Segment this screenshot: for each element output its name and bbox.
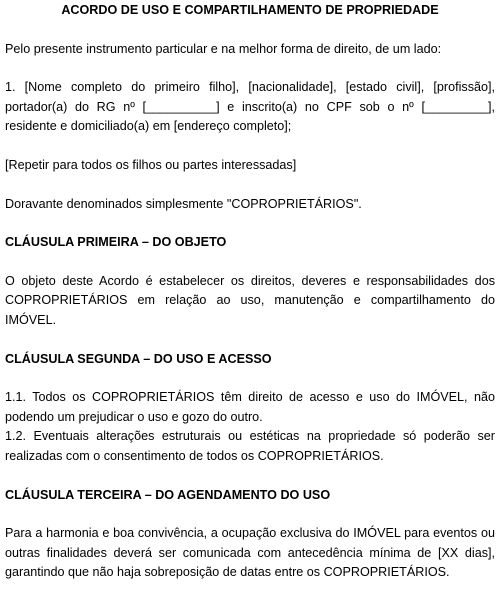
intro-paragraph: Pelo presente instrumento particular e na melhor forma de direito, de um lado:	[5, 41, 442, 56]
clause-3-text: Para a harmonia e boa convivência, a ocupação exclusiva do IMÓVEL para eventos ou outras finalidades deverá ser comunicada com antecedência mínima de [XX dias], garantindo que não haja sobreposição de datas entre os COPROPRIETÁRIOS.	[5, 526, 495, 580]
designation-paragraph: Doravante denominados simplesmente "COPROPRIETÁRIOS".	[5, 196, 362, 211]
repeat-note: [Repetir para todos os filhos ou partes interessadas]	[5, 157, 297, 172]
clause-1-heading: CLÁUSULA PRIMEIRA – DO OBJETO	[5, 235, 227, 250]
clause-3-heading: CLÁUSULA TERCEIRA – DO AGENDAMENTO DO USO	[5, 487, 331, 502]
party-1-paragraph: 1. [Nome completo do primeiro filho], [nacionalidade], [estado civil], [profissão], portador(a) do RG nº [__________] e inscrito(a) no CPF sob o nº [_________], residente e domiciliado(a) em [endereço completo];	[5, 80, 495, 134]
clause-2-heading: CLÁUSULA SEGUNDA – DO USO E ACESSO	[5, 351, 272, 366]
clause-1-text: O objeto deste Acordo é estabelecer os direitos, deveres e responsabilidades dos COPROPRIETÁRIOS em relação ao uso, manutenção e compartilhamento do IMÓVEL.	[5, 273, 495, 327]
document-title: ACORDO DE USO E COMPARTILHAMENTO DE PROPRIEDADE	[61, 3, 439, 17]
clause-2-item-2: 1.2. Eventuais alterações estruturais ou estéticas na propriedade só poderão ser realizadas com o consentimento de todos os COPROPRIETÁRIOS.	[5, 429, 495, 463]
clause-2-item-1: 1.1. Todos os COPROPRIETÁRIOS têm direito de acesso e uso do IMÓVEL, não podendo um prejudicar o uso e gozo do outro.	[5, 390, 495, 424]
